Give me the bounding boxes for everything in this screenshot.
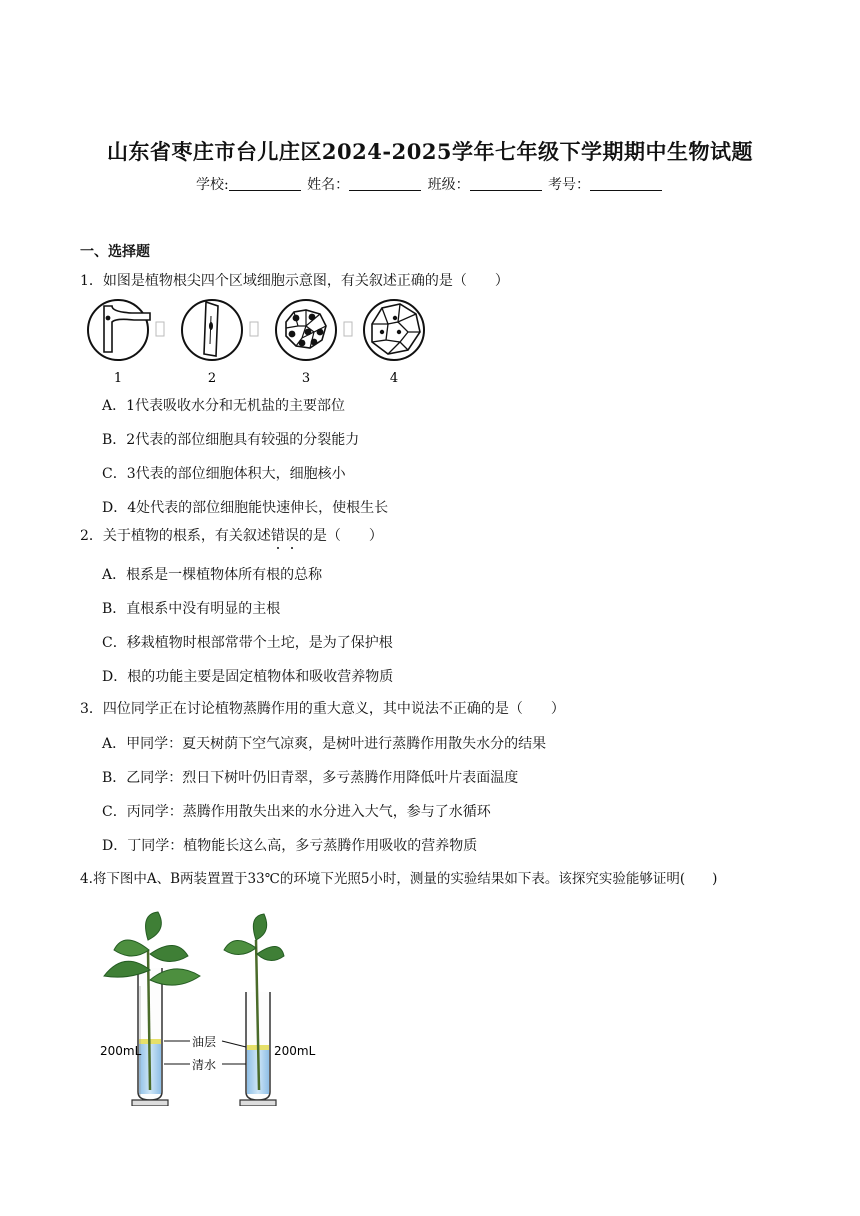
page-title: 山东省枣庄市台儿庄区2024-2025学年七年级下学期期中生物试题 — [106, 139, 754, 164]
exam-no-blank — [590, 176, 662, 191]
name-label: 姓名： — [307, 177, 350, 193]
transpiration-apparatus-figure — [84, 910, 324, 1106]
q2-emphasis-1: 错 — [270, 528, 285, 544]
exam-no-label: 考号： — [548, 177, 591, 193]
q4-stem: 4.将下图中A、B两装置置于33℃的环境下光照5小时，测量的实验结果如下表。该探究实验能够证明( ) — [80, 871, 718, 887]
q2-stem-part-1: 2．关于植物的根系，有关叙述 — [80, 528, 271, 544]
apparatus-b — [224, 914, 284, 1106]
q1-stem: 1．如图是植物根尖四个区域细胞示意图，有关叙述正确的是（ ） — [80, 273, 509, 289]
left-volume-label: 200mL — [100, 1044, 142, 1058]
figure-label-1: 1 — [113, 371, 123, 386]
apparatus-a — [104, 912, 200, 1106]
q1-option-b: B．2代表的部位细胞具有较强的分裂能力 — [102, 432, 360, 448]
figure-label-3: 3 — [301, 371, 311, 386]
student-info-line — [0, 174, 860, 194]
class-blank — [470, 176, 542, 191]
figure-label-2: 2 — [207, 371, 217, 386]
oil-layer-label: 油层 — [192, 1035, 217, 1049]
class-label: 班级： — [427, 177, 470, 193]
water-label: 清水 — [192, 1058, 217, 1072]
cell-diagram-1 — [88, 300, 150, 360]
q1-option-c: C．3代表的部位细胞体积大，细胞核小 — [102, 466, 346, 482]
q2-stem — [80, 525, 383, 545]
q3-option-c: C．丙同学：蒸腾作用散失出来的水分进入大气，参与了水循环 — [102, 804, 491, 820]
q2-option-a: A．根系是一棵植物体所有根的总称 — [102, 567, 323, 583]
q1-option-a: A．1代表吸收水分和无机盐的主要部位 — [102, 398, 346, 414]
q2-option-d: D．根的功能主要是固定植物体和吸收营养物质 — [102, 669, 394, 685]
q3-option-d: D．丁同学：植物能长这么高，多亏蒸腾作用吸收的营养物质 — [102, 838, 478, 854]
q2-option-c: C．移栽植物时根部常带个土坨，是为了保护根 — [102, 635, 393, 651]
root-tip-cells-figure — [82, 296, 432, 388]
name-blank — [349, 176, 421, 191]
school-blank — [229, 176, 301, 191]
cell-diagram-4 — [364, 300, 424, 360]
q2-option-b: B．直根系中没有明显的主根 — [102, 601, 281, 617]
cell-diagram-2 — [182, 300, 242, 360]
q2-emphasis-2: 误 — [284, 528, 299, 544]
school-label: 学校: — [195, 177, 229, 193]
q2-stem-part-2: 的是（ ） — [298, 528, 383, 544]
section-heading: 一、选择题 — [80, 244, 150, 260]
q3-option-a: A．甲同学：夏天树荫下空气凉爽，是树叶进行蒸腾作用散失水分的结果 — [102, 736, 547, 752]
right-volume-label: 200mL — [274, 1044, 316, 1058]
q1-option-d: D．4处代表的部位细胞能快速伸长，使根生长 — [102, 500, 389, 516]
cell-diagram-3 — [276, 300, 336, 360]
figure-label-4: 4 — [389, 371, 399, 386]
q3-stem: 3．四位同学正在讨论植物蒸腾作用的重大意义，其中说法不正确的是（ ） — [80, 701, 565, 717]
q3-option-b: B．乙同学：烈日下树叶仍旧青翠，多亏蒸腾作用降低叶片表面温度 — [102, 770, 519, 786]
